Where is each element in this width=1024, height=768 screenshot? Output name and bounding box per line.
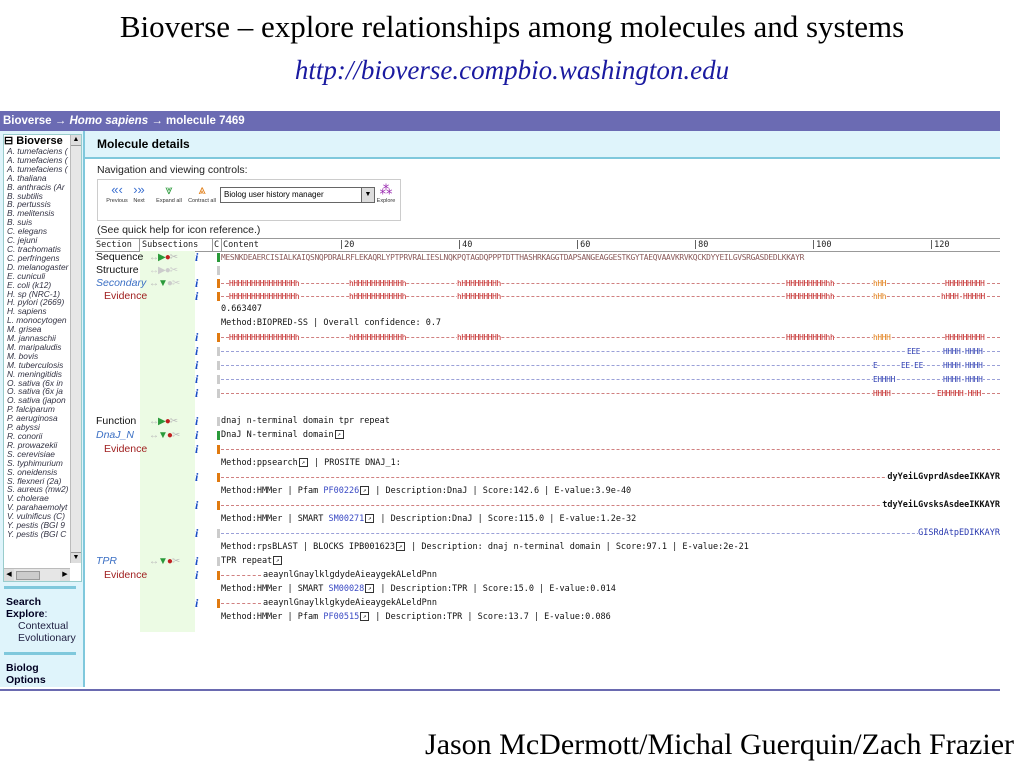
tree-vertical-scrollbar[interactable]	[70, 135, 81, 563]
contextual-link[interactable]: Contextual	[18, 620, 69, 632]
organism-item[interactable]: H. sapiens	[7, 306, 47, 317]
dnaj-row	[85, 429, 1000, 442]
external-link-icon[interactable]: ↗	[360, 612, 369, 621]
main-panel	[85, 131, 1000, 687]
helix-segment: HHHHHHHHHHHHHHHh	[229, 333, 300, 342]
col-subsections: Subsections	[139, 239, 198, 251]
alignment-text: GISRdAtpEDIKKAYR	[918, 528, 1000, 538]
organism-item[interactable]: V. parahaemolyt	[7, 502, 68, 513]
evidence-track	[221, 347, 1000, 356]
evidence-row	[85, 569, 1000, 582]
evidence-track	[221, 292, 1000, 301]
external-link-icon[interactable]: ↗	[365, 514, 374, 523]
contract-all-button[interactable]	[186, 182, 218, 204]
method-detail: | Description:DnaJ | Score:115.0 | E-value:1.2e-32	[375, 514, 637, 524]
breadcrumb	[0, 111, 1000, 131]
section-label: Function	[96, 415, 137, 427]
organism-item[interactable]: R. conorii	[7, 431, 43, 441]
evidence-label[interactable]: Evidence	[104, 290, 148, 302]
row-controls[interactable]: ↔▼●✂	[149, 278, 180, 289]
organism-item[interactable]: S. cerevisiae	[7, 448, 55, 459]
evidence-row	[85, 443, 1000, 456]
content-marker	[217, 473, 220, 482]
coil-segment: hHh	[873, 292, 887, 301]
info-i-icon[interactable]: i	[195, 289, 199, 303]
content-marker	[217, 347, 220, 356]
expand-all-label: Expand all	[156, 198, 182, 204]
organism-item[interactable]: P. abyssi	[7, 422, 40, 433]
method-detail: | PROSITE DNAJ_1:	[313, 458, 401, 468]
organism-item[interactable]: E. coli (k12)	[7, 279, 52, 290]
column-header	[95, 238, 1000, 252]
evidence-label[interactable]: Evidence	[104, 443, 148, 455]
external-link-icon[interactable]: ↗	[299, 458, 308, 467]
evidence-track-row	[85, 331, 1000, 344]
organism-item[interactable]: H. pylori (2669)	[7, 297, 65, 308]
evidence-track	[221, 603, 261, 604]
ruler-tick: |80	[693, 240, 709, 250]
function-text: dnaj n-terminal domain tpr repeat	[221, 416, 390, 426]
method-row	[85, 611, 1000, 624]
previous-label: Previous	[106, 198, 128, 204]
helix-segment: hHHHHHHHHh	[457, 279, 501, 288]
organism-item[interactable]: M. bovis	[7, 350, 39, 361]
alignment-text: tdyYeiLGvsksAsdeeIKKAYR	[882, 500, 1000, 510]
external-link-icon[interactable]: ↗	[396, 542, 405, 551]
organism-item[interactable]: B. suis	[7, 217, 33, 228]
evolutionary-link[interactable]: Evolutionary	[18, 632, 76, 644]
info-i-icon[interactable]: i	[195, 358, 199, 372]
method-text	[221, 611, 611, 624]
method-detail: | Description: dnaj n-terminal domain | Score:97.1 | E-value:2e-21	[406, 542, 749, 552]
row-controls[interactable]: ↔▼●✂	[149, 430, 180, 441]
dnaj-link[interactable]: DnaJ_N	[96, 429, 134, 441]
method-name: Method:HMMer | Pfam	[221, 486, 324, 496]
strand-segment: E	[873, 361, 878, 370]
organism-item[interactable]: M. maripaludis	[7, 341, 62, 352]
alignment-row	[85, 597, 1000, 610]
method-text	[221, 457, 401, 470]
organism-item[interactable]: O. sativa (japon	[7, 395, 66, 406]
scroll-right-icon[interactable]: ▶	[60, 569, 70, 581]
breadcrumb-arrow: →	[54, 115, 67, 127]
biolog-link[interactable]: Biolog	[6, 662, 39, 674]
method-text	[221, 583, 616, 596]
organism-item[interactable]: V. vulnificus (C)	[7, 511, 66, 522]
coil-segment: hHHH	[873, 333, 891, 342]
external-link-icon[interactable]: ↗	[365, 584, 374, 593]
organism-item[interactable]: B. melitensis	[7, 208, 55, 219]
helix-segment: HHHH-HHHH	[943, 347, 983, 356]
row-controls[interactable]: ↔▶●✂	[149, 416, 178, 427]
organism-item[interactable]: H. sp (NRC-1)	[7, 288, 61, 299]
sequence-row	[85, 251, 1000, 264]
smart-link[interactable]: SM00271	[328, 514, 365, 524]
organism-item[interactable]: C. jejuni	[7, 235, 38, 246]
tpr-description: TPR repeat	[221, 556, 273, 566]
method-row	[85, 513, 1000, 526]
slide-title: Bioverse – explore relationships among molecules and systems	[119, 9, 905, 44]
organism-item[interactable]: Y. pestis (BGI 9	[7, 520, 65, 531]
bioverse-app	[0, 111, 1000, 691]
confidence-row	[85, 303, 1000, 316]
ruler-tick: |60	[575, 240, 591, 250]
tree-title[interactable]: ⊟ Bioverse	[4, 135, 63, 147]
helix-segment: HHHH-HHHH	[943, 375, 983, 384]
method-text	[221, 485, 631, 498]
organism-item[interactable]: V. cholerae	[7, 493, 49, 504]
tpr-link[interactable]: TPR	[96, 555, 117, 567]
alignment-text: aeaynlGnaylklgkydeAieaygekALeldPnn	[263, 598, 437, 608]
helix-segment: hHHH-HHHHH	[941, 292, 985, 301]
organism-item[interactable]: S. typhimurium	[7, 457, 63, 468]
organism-item[interactable]: M. jannaschii	[7, 333, 56, 344]
function-row	[85, 415, 1000, 428]
expand-all-icon: ⩔	[165, 182, 173, 197]
content-marker	[217, 501, 220, 510]
content-marker	[217, 417, 220, 426]
breadcrumb-arrow: →	[151, 115, 163, 127]
evidence-track	[221, 533, 1000, 534]
method-row	[85, 457, 1000, 470]
organism-item[interactable]: P. falciparum	[7, 404, 55, 415]
evidence-track	[221, 477, 1000, 478]
explore-colon: :	[44, 608, 48, 620]
organism-item[interactable]: B. subtilis	[7, 190, 43, 201]
helix-segment: HHHHHHHHH	[945, 279, 985, 288]
section-label: Structure	[96, 264, 139, 276]
content-marker	[217, 529, 220, 538]
helix-segment: hHHHHHHHHh	[457, 292, 501, 301]
method-row	[85, 485, 1000, 498]
secondary-row	[85, 277, 1000, 290]
history-selected-value: Biolog user history manager	[224, 190, 324, 199]
previous-button[interactable]	[104, 182, 130, 204]
strand-segment: EEE	[907, 347, 921, 356]
row-controls[interactable]: ↔▼●✂	[149, 556, 180, 567]
organism-item[interactable]: E. cuniculi	[7, 270, 46, 281]
tree-horizontal-scrollbar[interactable]	[4, 568, 70, 581]
section-label: Sequence	[96, 251, 144, 263]
secondary-track	[221, 279, 1000, 288]
method-text	[221, 513, 636, 526]
helix-segment: hHHHHHHHHHHHh	[349, 292, 407, 301]
method-row	[85, 541, 1000, 554]
helix-segment: hHHHHHHHHHHHh	[349, 279, 407, 288]
evidence-track-row	[85, 359, 1000, 372]
organism-item[interactable]: N. meningitidis	[7, 368, 62, 379]
helix-segment: EHHHHH-HHH	[937, 389, 981, 398]
helix-segment: HHHHHHHHH	[945, 333, 985, 342]
coil-segment: hHH	[873, 279, 887, 288]
helix-segment: hHHHHHHHHh	[457, 333, 501, 342]
strand-segment: EE-EE	[901, 361, 923, 370]
helix-segment: EHHHH	[873, 375, 895, 384]
content-marker	[217, 266, 220, 275]
explore-label: Explore	[6, 608, 45, 620]
molecule-details-header: Molecule details	[85, 131, 1000, 159]
helix-segment: hHHHHHHHHHHHh	[349, 333, 407, 342]
info-i-icon[interactable]: i	[195, 568, 199, 582]
search-link[interactable]: Search	[6, 596, 42, 608]
method-detail: | Description:TPR | Score:13.7 | E-value:0.086	[370, 612, 611, 622]
info-i-icon[interactable]: i	[195, 428, 199, 442]
organism-item[interactable]: S. flexneri (2a)	[7, 475, 62, 486]
content-marker	[217, 279, 220, 288]
explore-button[interactable]	[374, 182, 398, 204]
info-i-icon[interactable]: i	[195, 526, 199, 540]
alignment-row	[85, 527, 1000, 540]
slide-url[interactable]: http://bioverse.compbio.washington.edu	[294, 55, 730, 85]
scroll-thumb[interactable]	[16, 571, 40, 580]
row-controls[interactable]: ↔▶●✂	[149, 252, 178, 263]
info-i-icon[interactable]: i	[195, 414, 199, 428]
ruler-tick: |120	[929, 240, 950, 250]
method-text: Method:BIOPRED-SS | Overall confidence: 0.7	[221, 318, 442, 328]
expand-all-button[interactable]	[154, 182, 184, 204]
organism-item[interactable]: P. aeruginosa	[7, 413, 58, 424]
helix-segment: HHHHHHHHHhh	[786, 279, 835, 288]
content-marker	[217, 557, 220, 566]
info-i-icon[interactable]: i	[195, 596, 199, 610]
organism-item[interactable]: O. sativa (6x ja	[7, 386, 63, 397]
helix-segment: HHHHHHHHHHHHHHHh	[229, 292, 300, 301]
col-content: Content	[223, 240, 259, 250]
external-link-icon[interactable]: ↗	[335, 430, 344, 439]
organism-item[interactable]: S. aureus (mw2)	[7, 484, 69, 495]
structure-row	[85, 264, 1000, 277]
slide-authors: Jason McDermott/Michal Guerquin/Zach Frazier	[425, 728, 1014, 761]
organism-item[interactable]: O. sativa (6x in	[7, 377, 63, 388]
method-name: Method:HMMer | Pfam	[221, 612, 324, 622]
sidebar	[0, 131, 85, 687]
nav-controls-label: Navigation and viewing controls:	[97, 164, 248, 176]
content-marker	[217, 571, 220, 580]
method-text	[221, 541, 749, 554]
next-icon: ›»	[133, 182, 145, 197]
helix-segment: HHHHHHHHHHHHHHHh	[229, 279, 300, 288]
quick-help-note[interactable]: (See quick help for icon reference.)	[97, 224, 261, 236]
external-link-icon[interactable]: ↗	[273, 556, 282, 565]
evidence-track	[221, 333, 1000, 342]
next-button[interactable]	[128, 182, 150, 204]
dnaj-description: DnaJ N-terminal domain	[221, 430, 334, 440]
col-section: Section	[96, 240, 132, 250]
content-marker	[217, 292, 220, 301]
alignment-text: aeaynlGnaylklgdydeAieaygekALeldPnn	[263, 570, 437, 580]
confidence-value: 0.663407	[221, 304, 262, 314]
organism-item[interactable]: B. anthracis (Ar	[7, 181, 65, 192]
sidebar-divider	[4, 586, 76, 589]
method-row	[85, 583, 1000, 596]
ruler-tick: |100	[811, 240, 832, 250]
contract-all-icon: ⩓	[198, 182, 206, 197]
sequence-text: MESNKDEAERCISIALKAIQSNQPDRALRFLEKAQRLYPTPRVRALIESLNQKPQTAGDQPPPTDTTHASHRKAGGTDAPSANGEAGGESTKGYTAEQVAAVKRVKQCKDYYEILGVSRGASDEDLKKAYR	[221, 253, 805, 262]
tpr-text	[221, 555, 283, 568]
method-detail: | Description:DnaJ | Score:142.6 | E-value:3.9e-40	[370, 486, 632, 496]
content-marker	[217, 375, 220, 384]
content-marker	[217, 445, 220, 454]
organism-tree[interactable]	[3, 134, 82, 582]
evidence-track-row	[85, 387, 1000, 400]
method-name: Method:HMMer | SMART	[221, 584, 329, 594]
info-i-icon[interactable]: i	[195, 372, 199, 386]
previous-icon: «‹	[111, 182, 123, 197]
organism-item[interactable]: B. pertussis	[7, 199, 51, 210]
secondary-link[interactable]: Secondary	[96, 277, 147, 289]
evidence-track	[221, 375, 1000, 384]
organism-item[interactable]: A. thaliana	[7, 172, 47, 183]
content-marker	[217, 599, 220, 608]
content-marker	[217, 253, 220, 262]
alignment-row	[85, 471, 1000, 484]
info-i-icon[interactable]: i	[195, 554, 199, 568]
scroll-up-icon[interactable]: ▲	[71, 135, 81, 146]
scroll-left-icon[interactable]: ◀	[4, 569, 14, 581]
breadcrumb-root[interactable]: Bioverse	[3, 115, 52, 127]
info-i-icon[interactable]: i	[195, 386, 199, 400]
external-link-icon[interactable]: ↗	[360, 486, 369, 495]
alignment-text: dyYeiLGvprdAsdeeIKKAYR	[887, 472, 1000, 482]
pfam-link[interactable]: PF00515	[323, 612, 360, 622]
method-name: Method:HMMer | SMART	[221, 514, 329, 524]
search-explore-block	[6, 596, 76, 644]
ruler-tick: |20	[339, 240, 355, 250]
dnaj-text	[221, 429, 345, 442]
organism-item[interactable]: D. melanogaster	[7, 261, 69, 272]
history-select[interactable]	[220, 187, 375, 203]
method-detail: | Description:TPR | Score:15.0 | E-value:0.014	[375, 584, 616, 594]
row-controls[interactable]: ↔▶●✂	[149, 265, 178, 276]
organism-item[interactable]: Y. pestis (BGI C	[7, 528, 67, 539]
nav-toolbar	[97, 179, 401, 221]
evidence-track	[221, 449, 1000, 450]
biolog-options-block	[6, 662, 46, 686]
next-label: Next	[133, 198, 145, 204]
evidence-track	[221, 575, 261, 576]
helix-segment: HHHH	[873, 389, 891, 398]
organism-item[interactable]: A. tumefaciens (	[7, 146, 68, 156]
molecule-explore-icon: ⁂	[379, 182, 393, 197]
pfam-link[interactable]: PF00226	[323, 486, 360, 496]
ruler-tick: |40	[457, 240, 473, 250]
info-i-icon[interactable]: i	[195, 470, 199, 484]
organism-item[interactable]: S. oneidensis	[7, 466, 58, 477]
col-c: C	[214, 240, 220, 250]
explore-label: Explore	[376, 198, 396, 204]
evidence-track	[221, 361, 1000, 370]
options-link[interactable]: Options	[6, 674, 46, 686]
method-row	[85, 317, 1000, 330]
chevron-down-icon[interactable]: ▼	[361, 188, 374, 202]
evidence-track-row	[85, 345, 1000, 358]
info-i-icon[interactable]: i	[195, 330, 199, 344]
info-i-icon[interactable]: i	[195, 276, 199, 290]
method-name: Method:ppsearch	[221, 458, 298, 468]
evidence-track	[221, 389, 1000, 398]
breadcrumb-species[interactable]: Homo sapiens	[69, 115, 149, 127]
contract-all-label: Contract all	[188, 198, 216, 204]
organism-item[interactable]: C. trachomatis	[7, 243, 61, 254]
info-i-icon[interactable]: i	[195, 498, 199, 512]
evidence-track-row	[85, 373, 1000, 386]
info-i-icon[interactable]: i	[195, 344, 199, 358]
organism-item[interactable]: A. tumefaciens (	[7, 163, 68, 174]
helix-segment: HHHHHHHHHhh	[786, 292, 835, 301]
info-i-icon[interactable]: i	[195, 442, 199, 456]
organism-item[interactable]: C. elegans	[7, 226, 48, 237]
content-marker	[217, 333, 220, 342]
method-name: Method:rpsBLAST | BLOCKS IPB001623	[221, 542, 395, 552]
helix-segment: HHHH-HHHH	[943, 361, 983, 370]
smart-link[interactable]: SM00028	[328, 584, 365, 594]
content-marker	[217, 361, 220, 370]
organism-item[interactable]: L. monocytogen	[7, 315, 67, 326]
content-marker	[217, 431, 220, 440]
alignment-row	[85, 499, 1000, 512]
scroll-down-icon[interactable]: ▼	[72, 554, 80, 561]
info-i-icon[interactable]: i	[195, 250, 199, 264]
evidence-label[interactable]: Evidence	[104, 569, 148, 581]
organism-item[interactable]: A. tumefaciens (	[7, 154, 68, 165]
sidebar-divider	[4, 652, 76, 655]
evidence-row	[85, 290, 1000, 303]
organism-item[interactable]: R. prowazekii	[7, 439, 58, 450]
tpr-row	[85, 555, 1000, 568]
helix-segment: HHHHHHHHHhh	[786, 333, 835, 342]
organism-item[interactable]: C. perfringens	[7, 252, 60, 263]
content-marker	[217, 389, 220, 398]
organism-item[interactable]: M. tuberculosis	[7, 359, 64, 370]
organism-item[interactable]: M. grisea	[7, 324, 42, 335]
breadcrumb-molecule: molecule 7469	[166, 115, 245, 127]
